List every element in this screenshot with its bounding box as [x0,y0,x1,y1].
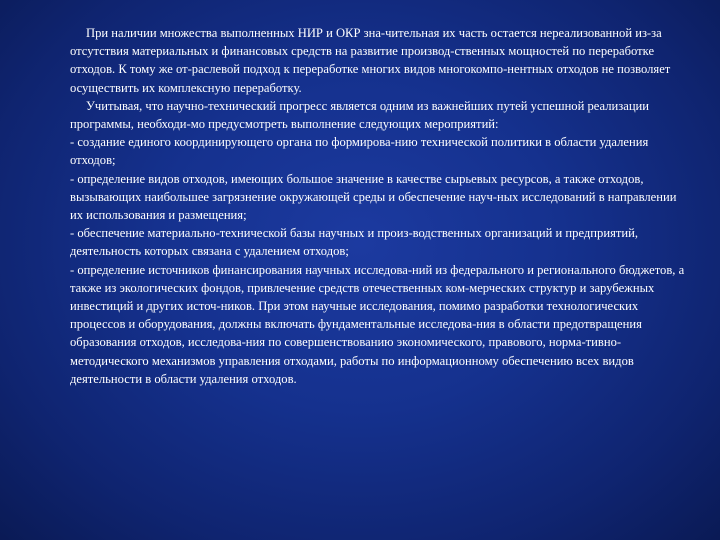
slide-text-body [70,24,688,388]
paragraph-measures-lead: Учитывая, что научно-технический прогресс является одним из важнейших путей успешной реализации программы, необходи-мо предусмотреть выполнение следующих мероприятий: [70,98,650,132]
paragraph-intro: При наличии множества выполненных НИР и ОКР зна-чительная их часть остается нереализованной из-за отсутствия материальных и финансовых средств на развитие производ-ственных мощностей по переработке отходов. К тому же от-раслевой подход к переработке многих видов многокомпо-нентных отходов не позволяет осуществить их комплексную переработку. [70,26,671,95]
list-item-funding-sources: - определение источников финансирования научных исследова-ний из федерального и регионального бюджетов, а также из экологических фондов, привлечение средств отечественных ком-мерческих структур и зарубежных инвестиций и других источ-ников. При этом научные исследования, помимо разработки технологических процессов и оборудования, должны включать фундаментальные исследова-ния в области предотвращения образования отходов, исследова-ния по совершенствованию экономического, правового, норма-тивно-методического механизмов управления отходами, работы по информационному обеспечению всех видов деятельности в области удаления отходов. [70,262,685,386]
list-item-material-base: - обеспечение материально-технической базы научных и произ-водственных организаций и предприятий, деятельность которых связана с удалением отходов; [70,226,638,259]
list-item-waste-types: - определение видов отходов, имеющих большое значение в качестве сырьевых ресурсов, а также отходов, вызывающих наибольшее загрязнение окружающей среды и обеспечение науч-ных исследований в направлении их использования и размещения; [70,171,677,223]
list-item-coordinating-body: - создание единого координирующего органа по формирова-нию технической политики в области удаления отходов; [70,135,649,168]
